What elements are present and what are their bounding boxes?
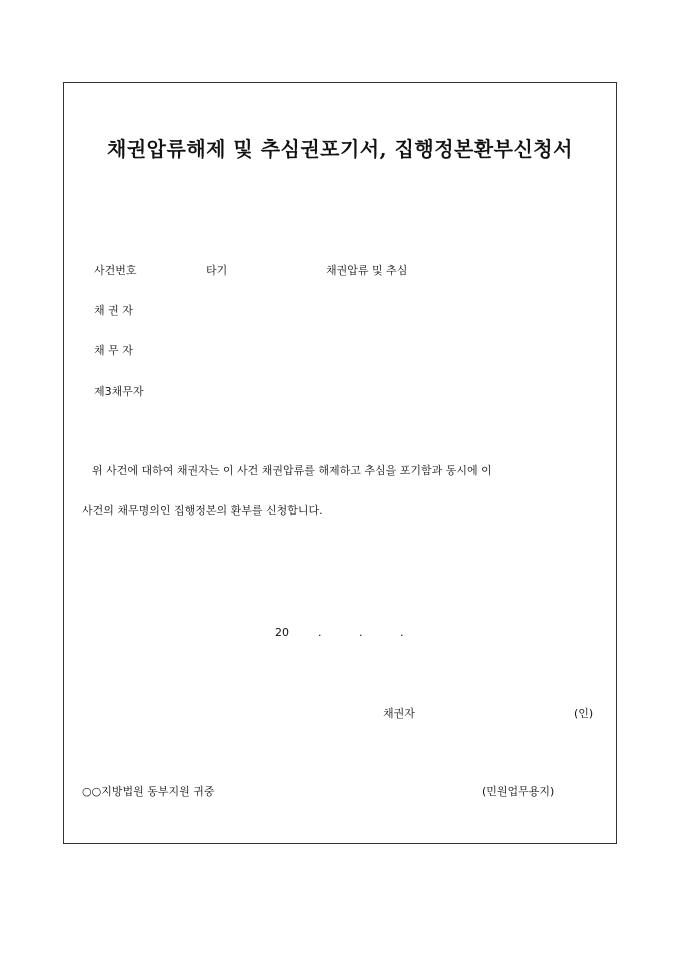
date-dot-end: . — [400, 626, 404, 639]
form-note: (민원업무용지) — [482, 785, 555, 798]
body-text-line-1: 위 사건에 대하여 채권자는 이 사건 채권압류를 해제하고 추심을 포기함과 동시에 이 — [92, 464, 492, 477]
case-name: 채권압류 및 추심 — [326, 264, 408, 277]
court-addressee: ○○지방법원 동부지원 귀중 — [82, 785, 215, 798]
date-dot-day: . — [359, 626, 363, 639]
seal-mark: (인) — [574, 707, 594, 720]
signature-label: 채권자 — [383, 707, 415, 720]
case-type: 타기 — [206, 264, 228, 277]
creditor-label: 채 권 자 — [94, 304, 133, 317]
debtor-label: 채 무 자 — [94, 344, 133, 357]
body-text-line-2: 사건의 채무명의인 집행정본의 환부를 신청합니다. — [82, 504, 323, 517]
date-year-prefix: 20 — [275, 626, 289, 639]
document-frame — [63, 82, 617, 844]
date-dot-month: . — [318, 626, 322, 639]
case-number-label: 사건번호 — [94, 264, 137, 277]
document-title: 채권압류해제 및 추심권포기서, 집행정본환부신청서 — [107, 137, 573, 161]
third-debtor-label: 제3채무자 — [94, 385, 144, 398]
